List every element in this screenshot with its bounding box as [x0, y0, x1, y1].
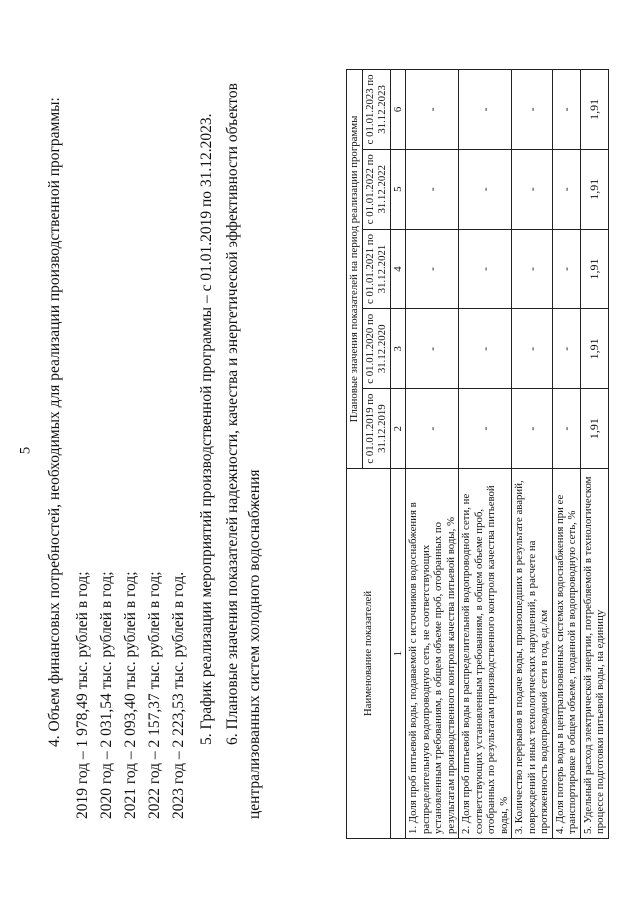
indicator-value: 1,91	[580, 149, 608, 229]
indicator-value: -	[406, 229, 459, 309]
section-6-heading-cont: централизованных систем холодного водоснабжения	[246, 469, 263, 819]
table-row	[580, 70, 608, 839]
col-number: 6	[390, 70, 406, 150]
indicator-value: 1,91	[580, 229, 608, 309]
section-4-heading: 4. Объем финансовых потребностей, необходимых для реализации производственной программы:	[46, 97, 63, 747]
finance-line: 2020 год – 2 031,54 тыс. рублей в год;	[98, 571, 115, 819]
finance-line: 2019 год – 1 978,49 тыс. рублей в год;	[74, 571, 91, 819]
indicator-value: -	[512, 309, 553, 389]
section-5-text: 5. График реализации мероприятий производственной программы – с 01.01.2019 по 31.12.2023.	[198, 113, 215, 745]
indicator-value: -	[552, 389, 580, 469]
rotated-page-content	[38, 67, 616, 857]
indicator-value: 1,91	[580, 70, 608, 150]
page-number: 5	[17, 446, 34, 455]
indicator-value: -	[552, 70, 580, 150]
indicators-table	[346, 69, 609, 839]
table-row	[459, 70, 512, 839]
group-header: Плановые значения показателей на период реализации программы	[347, 70, 363, 469]
indicator-value: -	[512, 229, 553, 309]
indicator-name: 5. Удельный расход электрической энергии, потребляемой в технологическом процессе подготовки питьевой воды, на единицу	[580, 469, 608, 839]
col-name-header: Наименование показателей	[347, 469, 391, 839]
indicator-value: -	[552, 149, 580, 229]
period-header: с 01.01.2020 по 31.12.2020	[362, 309, 390, 389]
col-number: 1	[390, 469, 406, 839]
indicator-value: -	[459, 389, 512, 469]
indicator-name: 2. Доля проб питьевой воды в распределительной водопроводной сети, не соответствующих установленным требованиям, в общем объеме проб, отобранных по результатам производственного контроля качества питьевой воды, %	[459, 469, 512, 839]
indicator-value: -	[552, 229, 580, 309]
period-header: с 01.01.2021 по 31.12.2021	[362, 229, 390, 309]
finance-line: 2021 год – 2 093,40 тыс. рублей в год;	[122, 571, 139, 819]
indicator-value: -	[512, 149, 553, 229]
indicator-value: -	[459, 149, 512, 229]
indicator-value: -	[406, 309, 459, 389]
table-row	[552, 70, 580, 839]
indicator-name: 3. Количество перерывов в подаче воды, произошедших в результате аварий, повреждений и иных технологических нарушений, в расчете на протяженность водопроводной сети в год, ед./км	[512, 469, 553, 839]
col-number: 5	[390, 149, 406, 229]
table-row	[512, 70, 553, 839]
indicator-value: 1,91	[580, 389, 608, 469]
col-number: 3	[390, 309, 406, 389]
table-row	[406, 70, 459, 839]
indicator-value: -	[406, 70, 459, 150]
indicator-name: 4. Доля потерь воды в централизованных системах водоснабжения при ее транспортировке в общем объеме, поданной в водопроводную сеть, %	[552, 469, 580, 839]
period-header: с 01.01.2023 по 31.12.2023	[362, 70, 390, 150]
indicator-value: -	[552, 309, 580, 389]
finance-line: 2023 год – 2 223,53 тыс. рублей в год.	[170, 571, 187, 819]
indicator-value: -	[459, 229, 512, 309]
indicator-value: -	[512, 70, 553, 150]
period-header: с 01.01.2022 по 31.12.2022	[362, 149, 390, 229]
col-number: 4	[390, 229, 406, 309]
section-6-heading: 6. Плановые значения показателей надежности, качества и энергетической эффективности объектов	[224, 83, 241, 745]
indicator-value: 1,91	[580, 309, 608, 389]
indicator-name: 1. Доля проб питьевой воды, подаваемой с источников водоснабжения в распределительную водопроводную сеть, не соответствующих установленным требованиям, в общем объеме проб, отобранных по результатам производственного контроля качества питьевой воды, %	[406, 469, 459, 839]
finance-line: 2022 год – 2 157,37 тыс. рублей в год;	[146, 571, 163, 819]
indicator-value: -	[512, 389, 553, 469]
indicator-value: -	[459, 309, 512, 389]
indicator-value: -	[406, 389, 459, 469]
col-number: 2	[390, 389, 406, 469]
period-header: с 01.01.2019 по 31.12.2019	[362, 389, 390, 469]
indicator-value: -	[406, 149, 459, 229]
indicator-value: -	[459, 70, 512, 150]
